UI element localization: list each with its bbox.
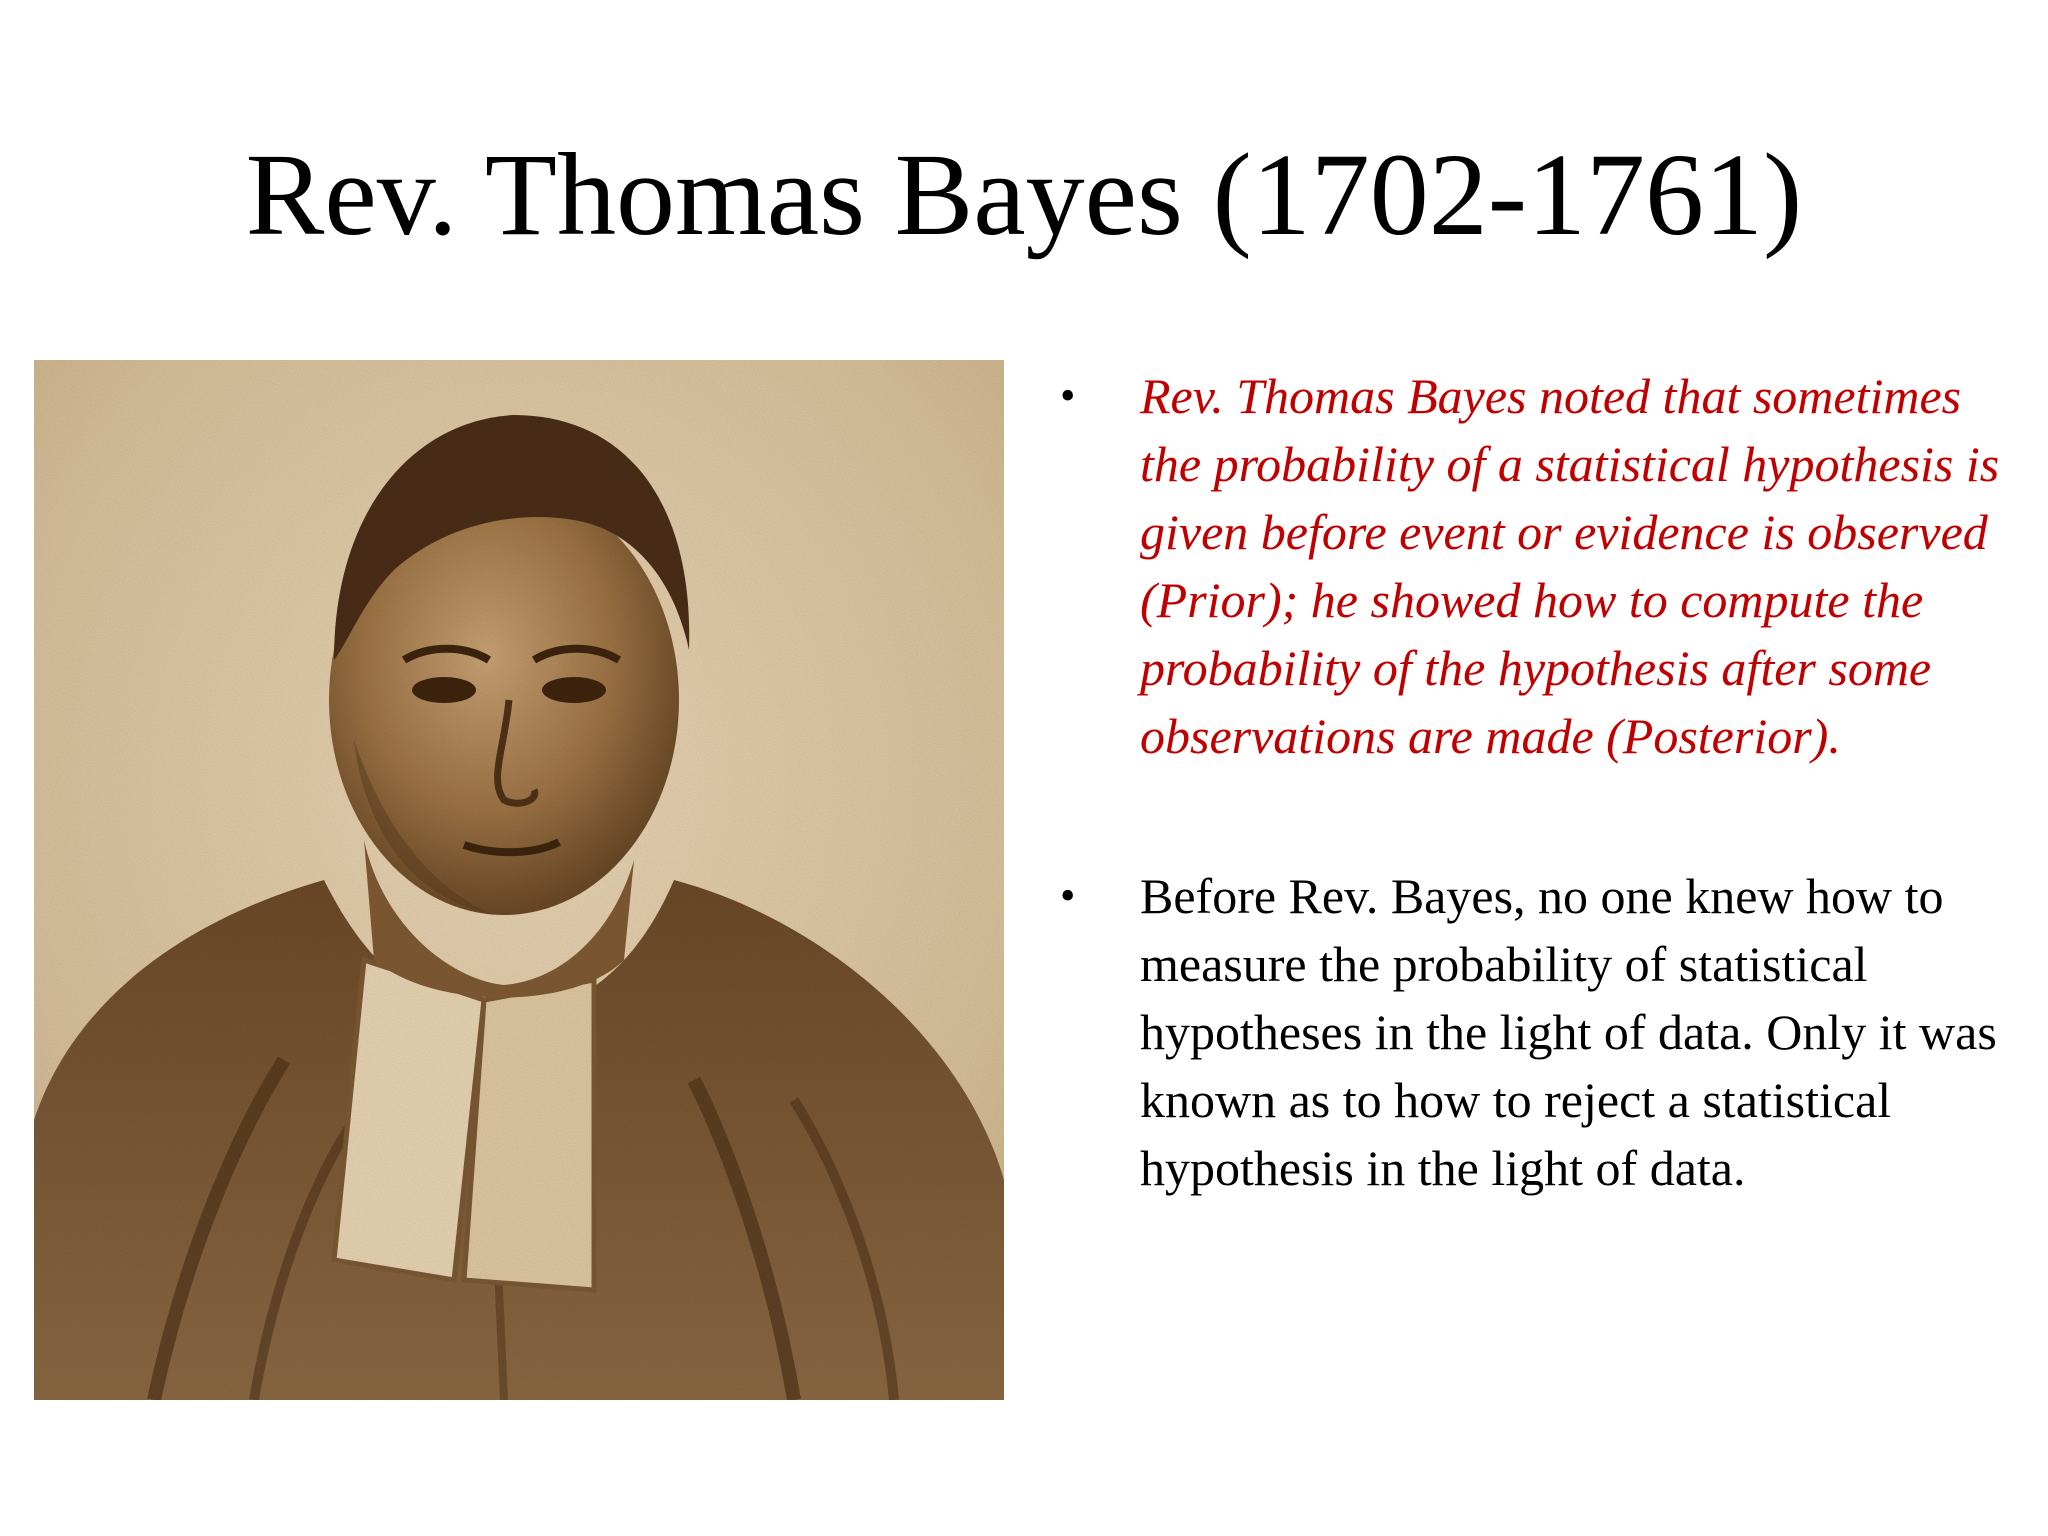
slide-title: Rev. Thomas Bayes (1702-1761) — [245, 129, 1803, 260]
bullet-list — [1060, 362, 2000, 1202]
bullet-text: Rev. Thomas Bayes noted that sometimes the probability of a statistical hypothesis is given before event or evidence is observed (Prior); he showed how to compute the probability of the hypothesis after some observations are made (Posterior). — [1140, 368, 2000, 764]
bullet-text: Before Rev. Bayes, no one knew how to measure the probability of statistical hypotheses in the light of data. Only it was known as to how to reject a statistical hypothesis in the light of data. — [1140, 868, 1997, 1196]
bullet-item-history — [1060, 862, 2000, 1202]
bullet-marker: • — [1060, 871, 1076, 920]
bullet-item-prior-posterior — [1060, 362, 2000, 770]
portrait-image — [34, 360, 1004, 1400]
portrait-engraving-icon — [34, 360, 1004, 1400]
bullet-marker: • — [1060, 371, 1076, 420]
